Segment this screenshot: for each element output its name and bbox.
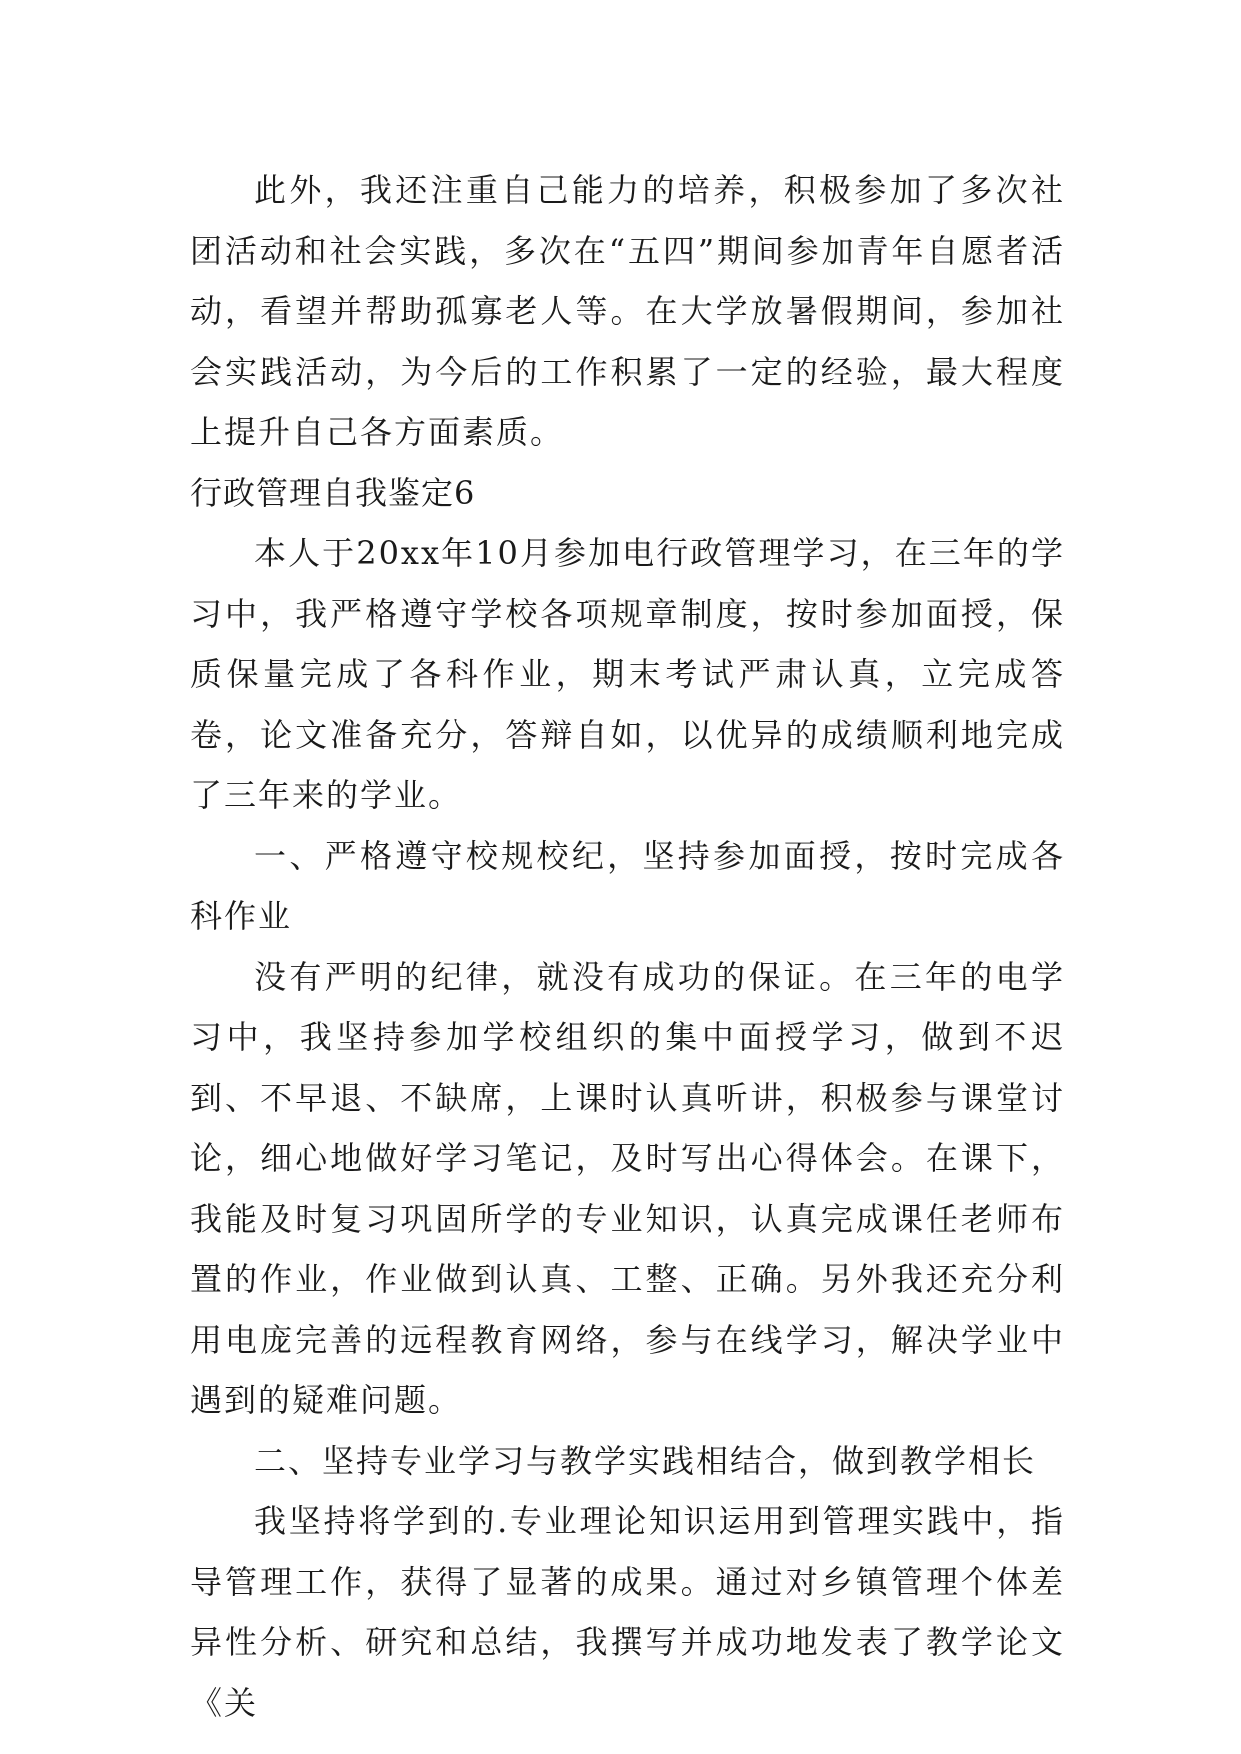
paragraph-practice: 我坚持将学到的.专业理论知识运用到管理实践中，指导管理工作，获得了显著的成果。通过对乡镇管理个体差异性分析、研究和总结，我撰写并成功地发表了教学论文《关 [190,1502,1065,1722]
subheading-practice: 二、坚持专业学习与教学实践相结合，做到教学相长 [254,1441,1037,1480]
paragraph-discipline: 没有严明的纪律，就没有成功的保证。在三年的电学习中，我坚持参加学校组织的集中面授学习，做到不迟到、不早退、不缺席，上课时认真听讲，积极参与课堂讨论，细心地做好学习笔记，及时写出心得体会。在课下，我能及时复习巩固所学的专业知识，认真完成课任老师布置的作业，作业做到认真、工整、正确。另外我还充分利用电庞完善的远程教育网络，参与在线学习，解决学业中遇到的疑难问题。 [190,957,1065,1419]
paragraph-self-development: 此外，我还注重自己能力的培养，积极参加了多次社团活动和社会实践，多次在“五四”期间参加青年自愿者活动，看望并帮助孤寡老人等。在大学放暑假期间，参加社会实践活动，为今后的工作积累了一定的经验，最大程度上提升自己各方面素质。 [190,171,1065,451]
subheading-discipline: 一、严格遵守校规校纪，坚持参加面授，按时完成各科作业 [190,836,1065,935]
document-body [190,160,1065,1733]
paragraph-intro: 本人于20xx年10月参加电行政管理学习，在三年的学习中，我严格遵守学校各项规章制度，按时参加面授，保质保量完成了各科作业，期末考试严肃认真，立完成答卷，论文准备充分，答辩自如，以优异的成绩顺利地完成了三年来的学业。 [190,534,1065,814]
section-title: 行政管理自我鉴定6 [190,473,476,512]
